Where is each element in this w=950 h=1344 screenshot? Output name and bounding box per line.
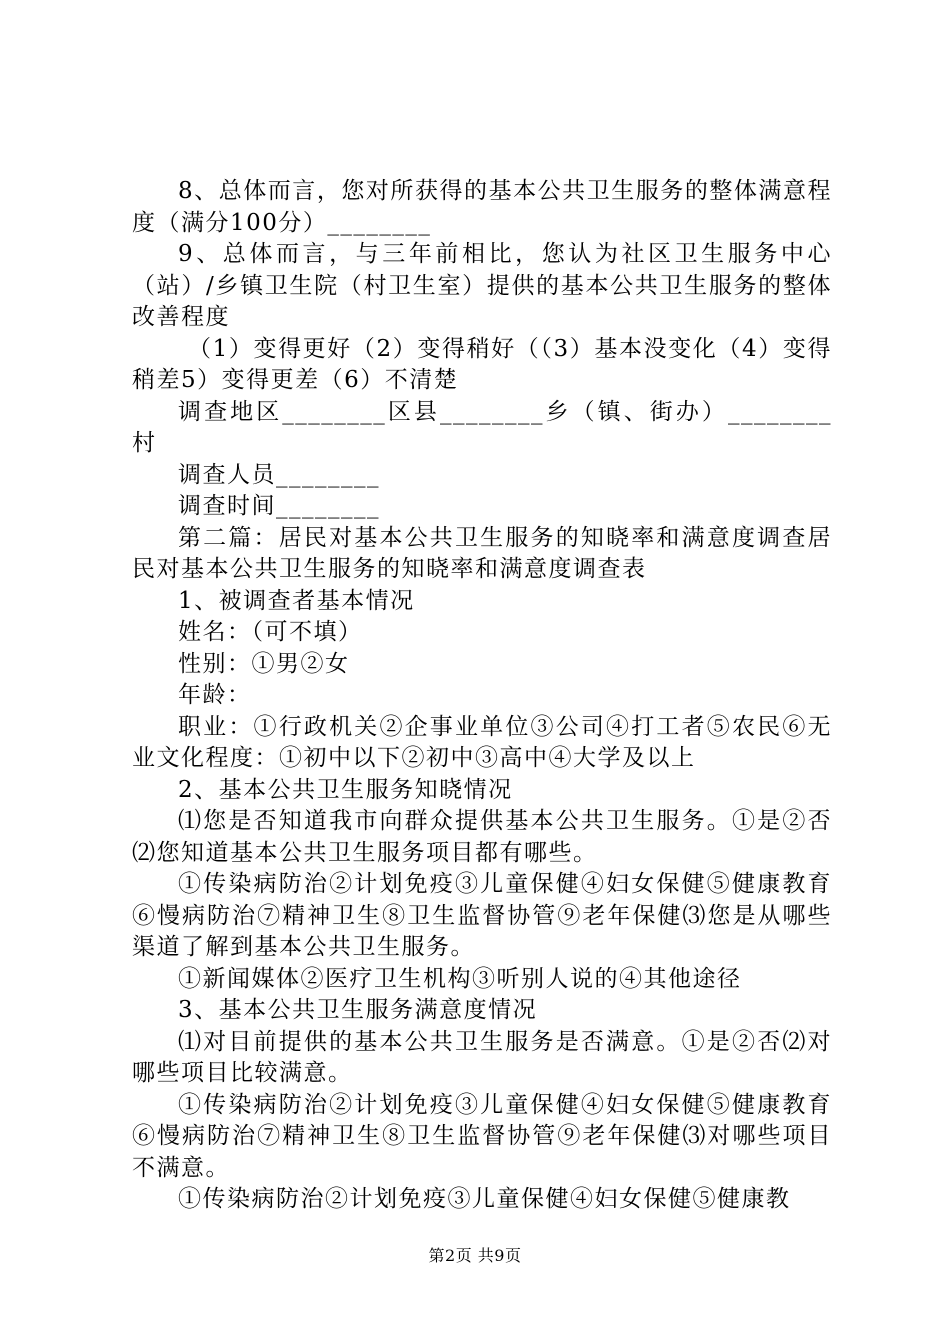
- paragraph-awareness-channels: ①新闻媒体②医疗卫生机构③听别人说的④其他途径: [178, 965, 742, 992]
- paragraph-name: 姓名：（可不填）: [178, 619, 363, 645]
- paragraph-survey-time: 调查时间________: [178, 493, 380, 519]
- page-footer: 第2页 共9页: [428, 1246, 522, 1265]
- paragraph-age: 年龄：: [178, 682, 252, 708]
- paragraph-q9: 9、总体而言，与三年前相比，您认为社区卫生服务中心（站）/乡镇卫生院（村卫生室）提供的基本公共卫生服务的整体改善程度: [132, 241, 832, 330]
- paragraph-section1: 1、被调查者基本情况: [178, 587, 415, 614]
- paragraph-awareness-q1: ⑴您是否知道我市向群众提供基本公共卫生服务。①是②否⑵您知道基本公共卫生服务项目都有哪些。: [132, 808, 832, 866]
- paragraph-section2: 2、基本公共卫生服务知晓情况: [178, 776, 513, 803]
- paragraph-satisfied-items: ①传染病防治②计划免疫③儿童保健④妇女保健⑤健康教育⑥慢病防治⑦精神卫生⑧卫生监督协管⑨老年保健⑶对哪些项目不满意。: [132, 1091, 832, 1181]
- document-body: [132, 176, 832, 1216]
- paragraph-satisfaction-q1: ⑴对目前提供的基本公共卫生服务是否满意。①是②否⑵对哪些项目比较满意。: [132, 1028, 832, 1086]
- paragraph-section3: 3、基本公共卫生服务满意度情况: [178, 997, 538, 1023]
- paragraph-surveyor: 调查人员________: [178, 461, 380, 488]
- paragraph-gender: 性别：①男②女: [178, 650, 350, 677]
- paragraph-part2-title: 第二篇：居民对基本公共卫生服务的知晓率和满意度调查居民对基本公共卫生服务的知晓率和满意度调查表: [132, 524, 832, 582]
- paragraph-awareness-items: ①传染病防治②计划免疫③儿童保健④妇女保健⑤健康教育⑥慢病防治⑦精神卫生⑧卫生监督协管⑨老年保健⑶您是从哪些渠道了解到基本公共卫生服务。: [132, 871, 832, 960]
- paragraph-survey-area: 调查地区________区县________乡（镇、街办）________村: [132, 398, 832, 456]
- paragraph-occupation: 职业：①行政机关②企事业单位③公司④打工者⑤农民⑥无业文化程度：①初中以下②初中③高中④大学及以上: [132, 713, 832, 771]
- paragraph-unsatisfied-items: ①传染病防治②计划免疫③儿童保健④妇女保健⑤健康教: [178, 1186, 791, 1212]
- paragraph-q8: 8、总体而言，您对所获得的基本公共卫生服务的整体满意程度（满分100分）________: [132, 178, 832, 236]
- paragraph-q9-options: （1）变得更好（2）变得稍好（（3）基本没变化（4）变得稍差5）变得更差（6）不清楚: [132, 335, 832, 393]
